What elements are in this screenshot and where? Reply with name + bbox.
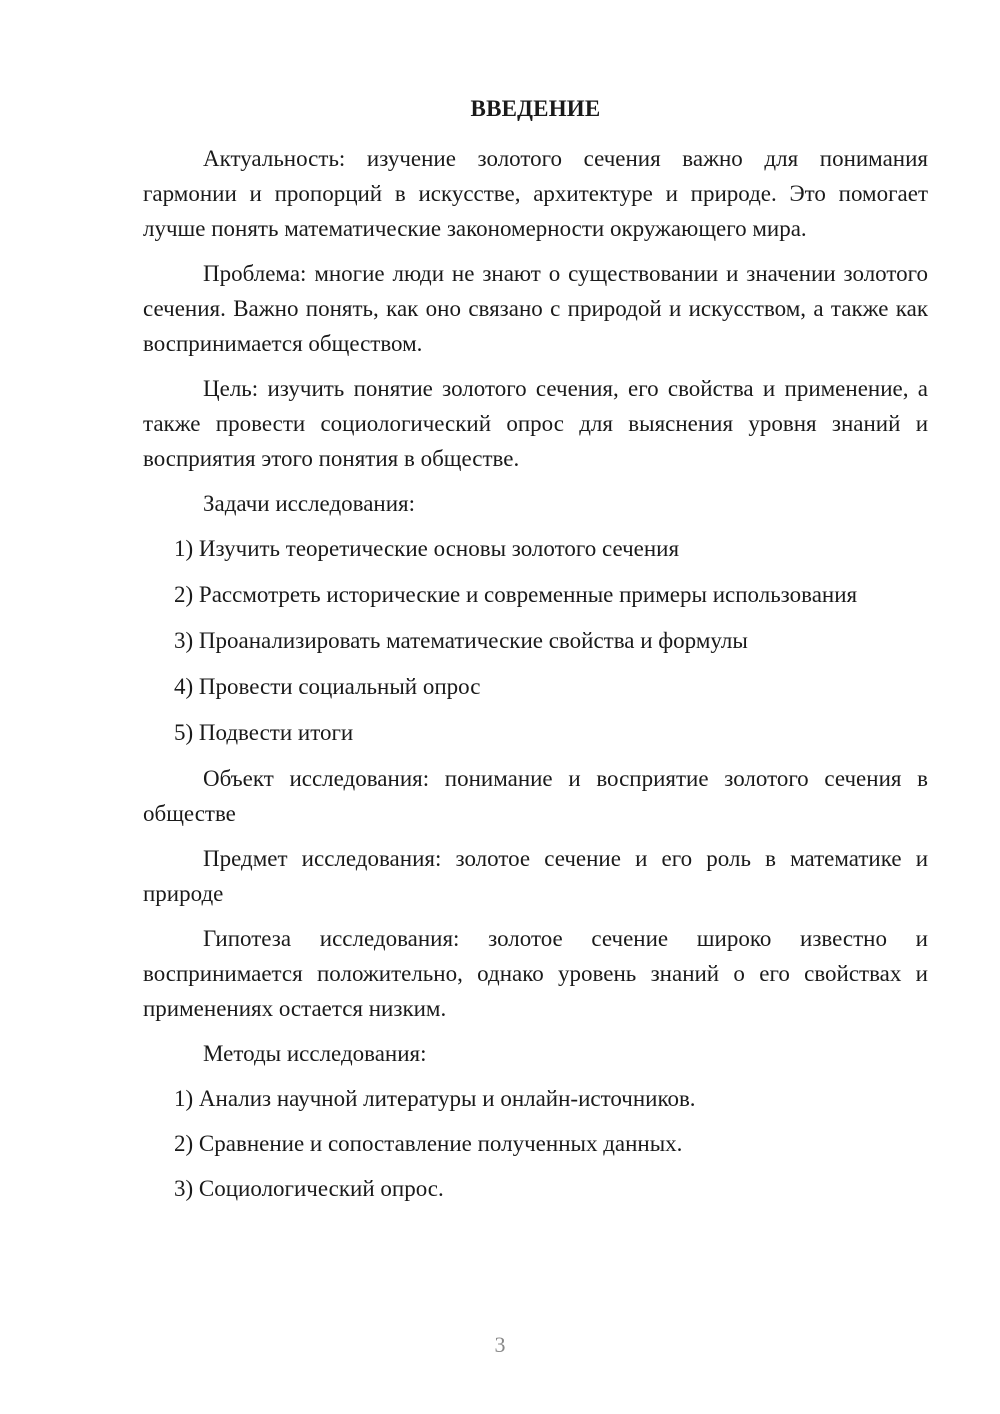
- problem-paragraph: Проблема: многие люди не знают о существовании и значении золотого сечения. Важно понять, как оно связано с природой и искусством, а также как воспринимается обществом.: [143, 261, 928, 356]
- tasks-list: [143, 531, 928, 750]
- list-item: 1) Анализ научной литературы и онлайн-источников.: [174, 1086, 696, 1111]
- list-item: 2) Рассмотреть исторические и современные примеры использования: [174, 582, 858, 607]
- hypothesis-paragraph: Гипотеза исследования: золотое сечение широко известно и воспринимается положительно, однако уровень знаний о его свойствах и применениях остается низким.: [143, 926, 928, 1021]
- methods-list: [143, 1081, 928, 1206]
- tasks-heading: Задачи исследования:: [203, 491, 416, 516]
- list-item: 3) Проанализировать математические свойства и формулы: [174, 628, 748, 653]
- methods-heading: Методы исследования:: [203, 1041, 427, 1066]
- object-paragraph: Объект исследования: понимание и восприятие золотого сечения в обществе: [143, 766, 928, 826]
- list-item: 2) Сравнение и сопоставление полученных данных.: [174, 1131, 683, 1156]
- page-title: ВВЕДЕНИЕ: [470, 96, 601, 121]
- subject-paragraph: Предмет исследования: золотое сечение и его роль в математике и природе: [143, 846, 928, 906]
- document-page: [143, 94, 928, 1216]
- list-item: 3) Социологический опрос.: [174, 1176, 444, 1201]
- page-number: 3: [494, 1332, 506, 1357]
- list-item: 5) Подвести итоги: [174, 720, 354, 745]
- list-item: 4) Провести социальный опрос: [174, 674, 481, 699]
- list-item: 1) Изучить теоретические основы золотого сечения: [174, 536, 680, 561]
- relevance-paragraph: Актуальность: изучение золотого сечения важно для понимания гармонии и пропорций в искусстве, архитектуре и природе. Это помогает лучше понять математические закономерности окружающего мира.: [143, 146, 928, 241]
- goal-paragraph: Цель: изучить понятие золотого сечения, его свойства и применение, а также провести социологический опрос для выяснения уровня знаний и восприятия этого понятия в обществе.: [143, 376, 928, 471]
